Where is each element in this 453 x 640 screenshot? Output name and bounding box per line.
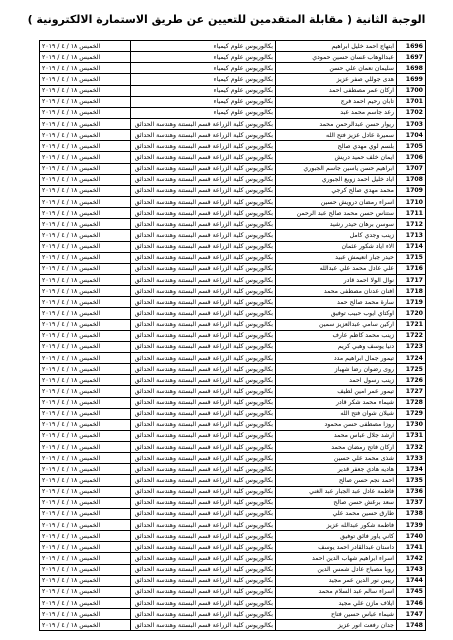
applicant-name: نوال الولا احمد قادر [276, 274, 397, 285]
applicant-name: كاني ياور فائق توفيق [276, 531, 397, 542]
qualification: بكالوريوس كلية الزراعة قسم البستنة وهندسة الحدائق [131, 531, 276, 542]
qualification: بكالوريوس كلية الزراعة قسم البستنة وهندسة الحدائق [131, 620, 276, 631]
applicant-name: اركان فاتح رمضان محمد [276, 442, 397, 453]
applicant-name: ابتهاج احمد خليل ابراهيم [276, 41, 397, 52]
row-number: 1719 [397, 297, 426, 308]
row-number: 1727 [397, 386, 426, 397]
interview-date: الخميس ١٨ / ٤ / ٢٠١٩ [40, 219, 131, 230]
row-number: 1725 [397, 364, 426, 375]
table-row [40, 74, 426, 85]
interview-date: الخميس ١٨ / ٤ / ٢٠١٩ [40, 319, 131, 330]
table-row [40, 241, 426, 252]
row-number: 1720 [397, 308, 426, 319]
table-row [40, 520, 426, 531]
interview-date: الخميس ١٨ / ٤ / ٢٠١٩ [40, 464, 131, 475]
applicant-name: طارق حسين محمد علي [276, 508, 397, 519]
interview-date: الخميس ١٨ / ٤ / ٢٠١٩ [40, 352, 131, 363]
table-row [40, 63, 426, 74]
table-row [40, 364, 426, 375]
applicant-name: زينب وجدي كامل [276, 230, 397, 241]
table-row [40, 553, 426, 564]
row-number: 1737 [397, 497, 426, 508]
interview-date: الخميس ١٨ / ٤ / ٢٠١٩ [40, 531, 131, 542]
qualification: بكالوريوس علوم كيمياء [131, 41, 276, 52]
applicant-name: روبا مصباح عادل شمس الدين [276, 564, 397, 575]
row-number: 1734 [397, 464, 426, 475]
row-number: 1745 [397, 586, 426, 597]
qualification: بكالوريوس كلية الزراعة قسم البستنة وهندسة الحدائق [131, 397, 276, 408]
applicant-name: احمد نجم حسن صالح [276, 475, 397, 486]
qualification: بكالوريوس كلية الزراعة قسم البستنة وهندسة الحدائق [131, 286, 276, 297]
interview-date: الخميس ١٨ / ٤ / ٢٠١٩ [40, 330, 131, 341]
interview-date: الخميس ١٨ / ٤ / ٢٠١٩ [40, 196, 131, 207]
interview-date: الخميس ١٨ / ٤ / ٢٠١٩ [40, 107, 131, 118]
qualification: بكالوريوس كلية الزراعة قسم البستنة وهندسة الحدائق [131, 475, 276, 486]
qualification: بكالوريوس كلية الزراعة قسم البستنة وهندسة الحدائق [131, 196, 276, 207]
qualification: بكالوريوس كلية الزراعة قسم البستنة وهندسة الحدائق [131, 486, 276, 497]
table-row [40, 174, 426, 185]
row-number: 1701 [397, 96, 426, 107]
applicant-name: ارشد جلال عباس محمد [276, 430, 397, 441]
document-title: الوجبة الثانية ( مقابلة المتقدمين للتعيين عن طريق الاستمارة الالكترونية ) [27, 13, 426, 26]
applicant-name: روزا مصطفى حسن محمود [276, 419, 397, 430]
qualification: بكالوريوس كلية الزراعة قسم البستنة وهندسة الحدائق [131, 152, 276, 163]
interview-date: الخميس ١٨ / ٤ / ٢٠١٩ [40, 341, 131, 352]
qualification: بكالوريوس كلية الزراعة قسم البستنة وهندسة الحدائق [131, 375, 276, 386]
interview-date: الخميس ١٨ / ٤ / ٢٠١٩ [40, 263, 131, 274]
interview-date: الخميس ١٨ / ٤ / ٢٠١٩ [40, 375, 131, 386]
applicant-name: بلسم لوي مهدي صالح [276, 141, 397, 152]
applicant-name: اركان عمر مصطفى احمد [276, 85, 397, 96]
row-number: 1721 [397, 319, 426, 330]
interview-date: الخميس ١٨ / ٤ / ٢٠١٩ [40, 564, 131, 575]
applicant-name: دنيا يوسف وهبي كريم [276, 341, 397, 352]
interview-date: الخميس ١٨ / ٤ / ٢٠١٩ [40, 286, 131, 297]
interview-date: الخميس ١٨ / ٤ / ٢٠١٩ [40, 208, 131, 219]
qualification: بكالوريوس كلية الزراعة قسم البستنة وهندسة الحدائق [131, 419, 276, 430]
applicant-name: شيماء محمد شكر قادر [276, 397, 397, 408]
row-number: 1703 [397, 118, 426, 129]
interview-date: الخميس ١٨ / ٤ / ٢٠١٩ [40, 163, 131, 174]
table-row [40, 586, 426, 597]
table-row [40, 531, 426, 542]
row-number: 1697 [397, 52, 426, 63]
qualification: بكالوريوس كلية الزراعة قسم البستنة وهندسة الحدائق [131, 609, 276, 620]
row-number: 1698 [397, 63, 426, 74]
applicant-name: رعد جاسم محمد عبد [276, 107, 397, 118]
table-row [40, 352, 426, 363]
qualification: بكالوريوس كلية الزراعة قسم البستنة وهندسة الحدائق [131, 464, 276, 475]
qualification: بكالوريوس كلية الزراعة قسم البستنة وهندسة الحدائق [131, 163, 276, 174]
qualification: بكالوريوس كلية الزراعة قسم البستنة وهندسة الحدائق [131, 297, 276, 308]
qualification: بكالوريوس كلية الزراعة قسم البستنة وهندسة الحدائق [131, 386, 276, 397]
qualification: بكالوريوس كلية الزراعة قسم البستنة وهندسة الحدائق [131, 219, 276, 230]
interview-date: الخميس ١٨ / ٤ / ٢٠١٩ [40, 185, 131, 196]
table-row [40, 230, 426, 241]
row-number: 1704 [397, 130, 426, 141]
interview-date: الخميس ١٨ / ٤ / ٢٠١٩ [40, 586, 131, 597]
row-number: 1723 [397, 341, 426, 352]
qualification: بكالوريوس كلية الزراعة قسم البستنة وهندسة الحدائق [131, 430, 276, 441]
row-number: 1710 [397, 196, 426, 207]
row-number: 1699 [397, 74, 426, 85]
table-row [40, 308, 426, 319]
applicant-name: شيلان شوان فتح الله [276, 408, 397, 419]
qualification: بكالوريوس كلية الزراعة قسم البستنة وهندسة الحدائق [131, 364, 276, 375]
table-row [40, 41, 426, 52]
table-row [40, 486, 426, 497]
table-row [40, 464, 426, 475]
applicants-table [39, 40, 426, 631]
interview-date: الخميس ١٨ / ٤ / ٢٠١٩ [40, 241, 131, 252]
qualification: بكالوريوس علوم كيمياء [131, 107, 276, 118]
qualification: بكالوريوس كلية الزراعة قسم البستنة وهندسة الحدائق [131, 141, 276, 152]
interview-date: الخميس ١٨ / ٤ / ٢٠١٩ [40, 397, 131, 408]
applicant-name: الاء اياد شكور عثمان [276, 241, 397, 252]
row-number: 1724 [397, 352, 426, 363]
table-row [40, 96, 426, 107]
row-number: 1731 [397, 430, 426, 441]
table-row [40, 620, 426, 631]
table-row [40, 274, 426, 285]
row-number: 1705 [397, 141, 426, 152]
qualification: بكالوريوس كلية الزراعة قسم البستنة وهندسة الحدائق [131, 208, 276, 219]
applicant-name: جدان رفعت انور عزيز [276, 620, 397, 631]
row-number: 1738 [397, 508, 426, 519]
interview-date: الخميس ١٨ / ٤ / ٢٠١٩ [40, 252, 131, 263]
qualification: بكالوريوس كلية الزراعة قسم البستنة وهندسة الحدائق [131, 542, 276, 553]
qualification: بكالوريوس كلية الزراعة قسم البستنة وهندسة الحدائق [131, 352, 276, 363]
interview-date: الخميس ١٨ / ٤ / ٢٠١٩ [40, 96, 131, 107]
applicant-name: فاطمة شكور عبدالله عزيز [276, 520, 397, 531]
row-number: 1733 [397, 453, 426, 464]
interview-date: الخميس ١٨ / ٤ / ٢٠١٩ [40, 152, 131, 163]
row-number: 1729 [397, 408, 426, 419]
row-number: 1712 [397, 219, 426, 230]
qualification: بكالوريوس كلية الزراعة قسم البستنة وهندسة الحدائق [131, 508, 276, 519]
applicant-name: اوكتاي ايوب حبيب توفيق [276, 308, 397, 319]
qualification: بكالوريوس علوم كيمياء [131, 52, 276, 63]
table-row [40, 442, 426, 453]
table-row [40, 319, 426, 330]
row-number: 1702 [397, 107, 426, 118]
qualification: بكالوريوس كلية الزراعة قسم البستنة وهندسة الحدائق [131, 274, 276, 285]
qualification: بكالوريوس كلية الزراعة قسم البستنة وهندسة الحدائق [131, 185, 276, 196]
applicant-name: علي عادل محمد علي عبدالله [276, 263, 397, 274]
row-number: 1736 [397, 486, 426, 497]
row-number: 1709 [397, 185, 426, 196]
row-number: 1707 [397, 163, 426, 174]
row-number: 1717 [397, 274, 426, 285]
qualification: بكالوريوس علوم كيمياء [131, 63, 276, 74]
table-row [40, 375, 426, 386]
interview-date: الخميس ١٨ / ٤ / ٢٠١٩ [40, 85, 131, 96]
row-number: 1726 [397, 375, 426, 386]
row-number: 1708 [397, 174, 426, 185]
row-number: 1713 [397, 230, 426, 241]
table-row [40, 542, 426, 553]
qualification: بكالوريوس علوم كيمياء [131, 74, 276, 85]
interview-date: الخميس ١٨ / ٤ / ٢٠١٩ [40, 497, 131, 508]
qualification: بكالوريوس كلية الزراعة قسم البستنة وهندسة الحدائق [131, 330, 276, 341]
row-number: 1715 [397, 252, 426, 263]
interview-date: الخميس ١٨ / ٤ / ٢٠١٩ [40, 553, 131, 564]
table-row [40, 152, 426, 163]
qualification: بكالوريوس كلية الزراعة قسم البستنة وهندسة الحدائق [131, 174, 276, 185]
table-row [40, 208, 426, 219]
applicant-name: ايلاف مازن علي مجيد [276, 598, 397, 609]
applicant-name: ستناس حسن محمد صالح عبد الرحمن [276, 208, 397, 219]
applicant-name: فاطمة عادل عبد الجبار عبد الغني [276, 486, 397, 497]
table-row [40, 130, 426, 141]
interview-date: الخميس ١٨ / ٤ / ٢٠١٩ [40, 609, 131, 620]
row-number: 1740 [397, 531, 426, 542]
row-number: 1730 [397, 419, 426, 430]
qualification: بكالوريوس علوم كيمياء [131, 85, 276, 96]
qualification: بكالوريوس كلية الزراعة قسم البستنة وهندسة الحدائق [131, 252, 276, 263]
applicant-name: افنان عدنان مصطفى محمد [276, 286, 397, 297]
applicant-name: شيماء عباس حسين فتاح [276, 609, 397, 620]
row-number: 1714 [397, 241, 426, 252]
row-number: 1706 [397, 152, 426, 163]
table-row [40, 286, 426, 297]
applicant-name: داستان عبدالقادر احمد يوسف [276, 542, 397, 553]
applicant-name: سارة محمد صالح حمد [276, 297, 397, 308]
applicant-name: عبدالوهاب غسان حسين حمودي [276, 52, 397, 63]
applicant-name: حيدر جبار انعيمش عبيد [276, 252, 397, 263]
applicant-name: اياد خليل احمد زويع الجبوري [276, 174, 397, 185]
interview-date: الخميس ١٨ / ٤ / ٢٠١٩ [40, 141, 131, 152]
row-number: 1746 [397, 598, 426, 609]
qualification: بكالوريوس كلية الزراعة قسم البستنة وهندسة الحدائق [131, 553, 276, 564]
row-number: 1735 [397, 475, 426, 486]
row-number: 1741 [397, 542, 426, 553]
interview-date: الخميس ١٨ / ٤ / ٢٠١٩ [40, 297, 131, 308]
qualification: بكالوريوس كلية الزراعة قسم البستنة وهندسة الحدائق [131, 118, 276, 129]
table-row [40, 107, 426, 118]
row-number: 1700 [397, 85, 426, 96]
interview-date: الخميس ١٨ / ٤ / ٢٠١٩ [40, 520, 131, 531]
row-number: 1711 [397, 208, 426, 219]
interview-date: الخميس ١٨ / ٤ / ٢٠١٩ [40, 63, 131, 74]
qualification: بكالوريوس كلية الزراعة قسم البستنة وهندسة الحدائق [131, 442, 276, 453]
applicants-table-body [40, 41, 426, 631]
qualification: بكالوريوس كلية الزراعة قسم البستنة وهندسة الحدائق [131, 263, 276, 274]
row-number: 1728 [397, 397, 426, 408]
interview-date: الخميس ١٨ / ٤ / ٢٠١٩ [40, 453, 131, 464]
table-row [40, 252, 426, 263]
table-row [40, 564, 426, 575]
applicant-name: زينب محمد كاظم عارف [276, 330, 397, 341]
interview-date: الخميس ١٨ / ٤ / ٢٠١٩ [40, 74, 131, 85]
table-row [40, 163, 426, 174]
qualification: بكالوريوس كلية الزراعة قسم البستنة وهندسة الحدائق [131, 520, 276, 531]
qualification: بكالوريوس كلية الزراعة قسم البستنة وهندسة الحدائق [131, 230, 276, 241]
interview-date: الخميس ١٨ / ٤ / ٢٠١٩ [40, 475, 131, 486]
row-number: 1739 [397, 520, 426, 531]
interview-date: الخميس ١٨ / ٤ / ٢٠١٩ [40, 308, 131, 319]
table-row [40, 263, 426, 274]
interview-date: الخميس ١٨ / ٤ / ٢٠١٩ [40, 598, 131, 609]
table-row [40, 85, 426, 96]
qualification: بكالوريوس كلية الزراعة قسم البستنة وهندسة الحدائق [131, 586, 276, 597]
interview-date: الخميس ١٨ / ٤ / ٢٠١٩ [40, 508, 131, 519]
table-row [40, 419, 426, 430]
interview-date: الخميس ١٨ / ٤ / ٢٠١٩ [40, 364, 131, 375]
table-row [40, 453, 426, 464]
qualification: بكالوريوس كلية الزراعة قسم البستنة وهندسة الحدائق [131, 564, 276, 575]
table-row [40, 297, 426, 308]
qualification: بكالوريوس علوم كيمياء [131, 96, 276, 107]
qualification: بكالوريوس كلية الزراعة قسم البستنة وهندسة الحدائق [131, 453, 276, 464]
applicant-name: سميرة عادل عزيز فتح الله [276, 130, 397, 141]
row-number: 1716 [397, 263, 426, 274]
row-number: 1743 [397, 564, 426, 575]
row-number: 1748 [397, 620, 426, 631]
qualification: بكالوريوس كلية الزراعة قسم البستنة وهندسة الحدائق [131, 130, 276, 141]
row-number: 1696 [397, 41, 426, 52]
table-row [40, 430, 426, 441]
interview-date: الخميس ١٨ / ٤ / ٢٠١٩ [40, 174, 131, 185]
table-row [40, 330, 426, 341]
applicant-name: تيمور عمر امين لطيف [276, 386, 397, 397]
interview-date: الخميس ١٨ / ٤ / ٢٠١٩ [40, 274, 131, 285]
applicant-name: ابراهيم حسن ياسين جاسم الجبوري [276, 163, 397, 174]
applicant-name: اسراء ابراهيم شهاب الدين احمد [276, 553, 397, 564]
qualification: بكالوريوس كلية الزراعة قسم البستنة وهندسة الحدائق [131, 308, 276, 319]
interview-date: الخميس ١٨ / ٤ / ٢٠١٩ [40, 486, 131, 497]
applicant-name: ايمان خلف حميد دريش [276, 152, 397, 163]
table-row [40, 508, 426, 519]
table-row [40, 118, 426, 129]
applicant-name: ريوار حسن عبدالرحمن محمد [276, 118, 397, 129]
row-number: 1747 [397, 609, 426, 620]
applicant-name: زينب رسول احمد [276, 375, 397, 386]
row-number: 1742 [397, 553, 426, 564]
interview-date: الخميس ١٨ / ٤ / ٢٠١٩ [40, 542, 131, 553]
table-row [40, 575, 426, 586]
applicant-name: اسراء رمضان درويش حسين [276, 196, 397, 207]
table-row [40, 219, 426, 230]
interview-date: الخميس ١٨ / ٤ / ٢٠١٩ [40, 575, 131, 586]
table-row [40, 141, 426, 152]
interview-date: الخميس ١٨ / ٤ / ٢٠١٩ [40, 230, 131, 241]
applicant-name: اسراء سالم عبد السلام محمد [276, 586, 397, 597]
interview-date: الخميس ١٨ / ٤ / ٢٠١٩ [40, 408, 131, 419]
row-number: 1718 [397, 286, 426, 297]
applicant-name: محمد مهدي صالح كرجي [276, 185, 397, 196]
interview-date: الخميس ١٨ / ٤ / ٢٠١٩ [40, 41, 131, 52]
interview-date: الخميس ١٨ / ٤ / ٢٠١٩ [40, 52, 131, 63]
applicant-name: سليمان نعمان علي حسن [276, 63, 397, 74]
qualification: بكالوريوس كلية الزراعة قسم البستنة وهندسة الحدائق [131, 598, 276, 609]
applicant-name: روى رضوان رضا شهباز [276, 364, 397, 375]
applicant-name: سعد برغش حسن صالح [276, 497, 397, 508]
qualification: بكالوريوس كلية الزراعة قسم البستنة وهندسة الحدائق [131, 408, 276, 419]
table-row [40, 397, 426, 408]
qualification: بكالوريوس كلية الزراعة قسم البستنة وهندسة الحدائق [131, 319, 276, 330]
qualification: بكالوريوس كلية الزراعة قسم البستنة وهندسة الحدائق [131, 341, 276, 352]
row-number: 1722 [397, 330, 426, 341]
applicant-name: سوسن برهان حيدر رشيد [276, 219, 397, 230]
table-row [40, 196, 426, 207]
applicant-name: تابان رحيم احمد فرج [276, 96, 397, 107]
interview-date: الخميس ١٨ / ٤ / ٢٠١٩ [40, 430, 131, 441]
interview-date: الخميس ١٨ / ٤ / ٢٠١٩ [40, 442, 131, 453]
applicant-name: هاديه هادي جعفر قدير [276, 464, 397, 475]
table-row [40, 497, 426, 508]
table-row [40, 386, 426, 397]
table-row [40, 52, 426, 63]
applicant-name: ريبين نور الدين عمر مجيد [276, 575, 397, 586]
applicant-name: اركين سامي عبدالعزيز سمين [276, 319, 397, 330]
qualification: بكالوريوس كلية الزراعة قسم البستنة وهندسة الحدائق [131, 497, 276, 508]
table-row [40, 185, 426, 196]
row-number: 1732 [397, 442, 426, 453]
interview-date: الخميس ١٨ / ٤ / ٢٠١٩ [40, 419, 131, 430]
qualification: بكالوريوس كلية الزراعة قسم البستنة وهندسة الحدائق [131, 241, 276, 252]
qualification: بكالوريوس كلية الزراعة قسم البستنة وهندسة الحدائق [131, 575, 276, 586]
table-row [40, 408, 426, 419]
interview-date: الخميس ١٨ / ٤ / ٢٠١٩ [40, 118, 131, 129]
applicant-name: هدى جوللي صفر عزيز [276, 74, 397, 85]
applicant-name: تيمور جمال ابراهيم مدد [276, 352, 397, 363]
table-row [40, 475, 426, 486]
interview-date: الخميس ١٨ / ٤ / ٢٠١٩ [40, 130, 131, 141]
table-row [40, 598, 426, 609]
table-row [40, 609, 426, 620]
table-row [40, 341, 426, 352]
interview-date: الخميس ١٨ / ٤ / ٢٠١٩ [40, 386, 131, 397]
applicant-name: شذى محمد علي حسين [276, 453, 397, 464]
row-number: 1744 [397, 575, 426, 586]
interview-date: الخميس ١٨ / ٤ / ٢٠١٩ [40, 620, 131, 631]
